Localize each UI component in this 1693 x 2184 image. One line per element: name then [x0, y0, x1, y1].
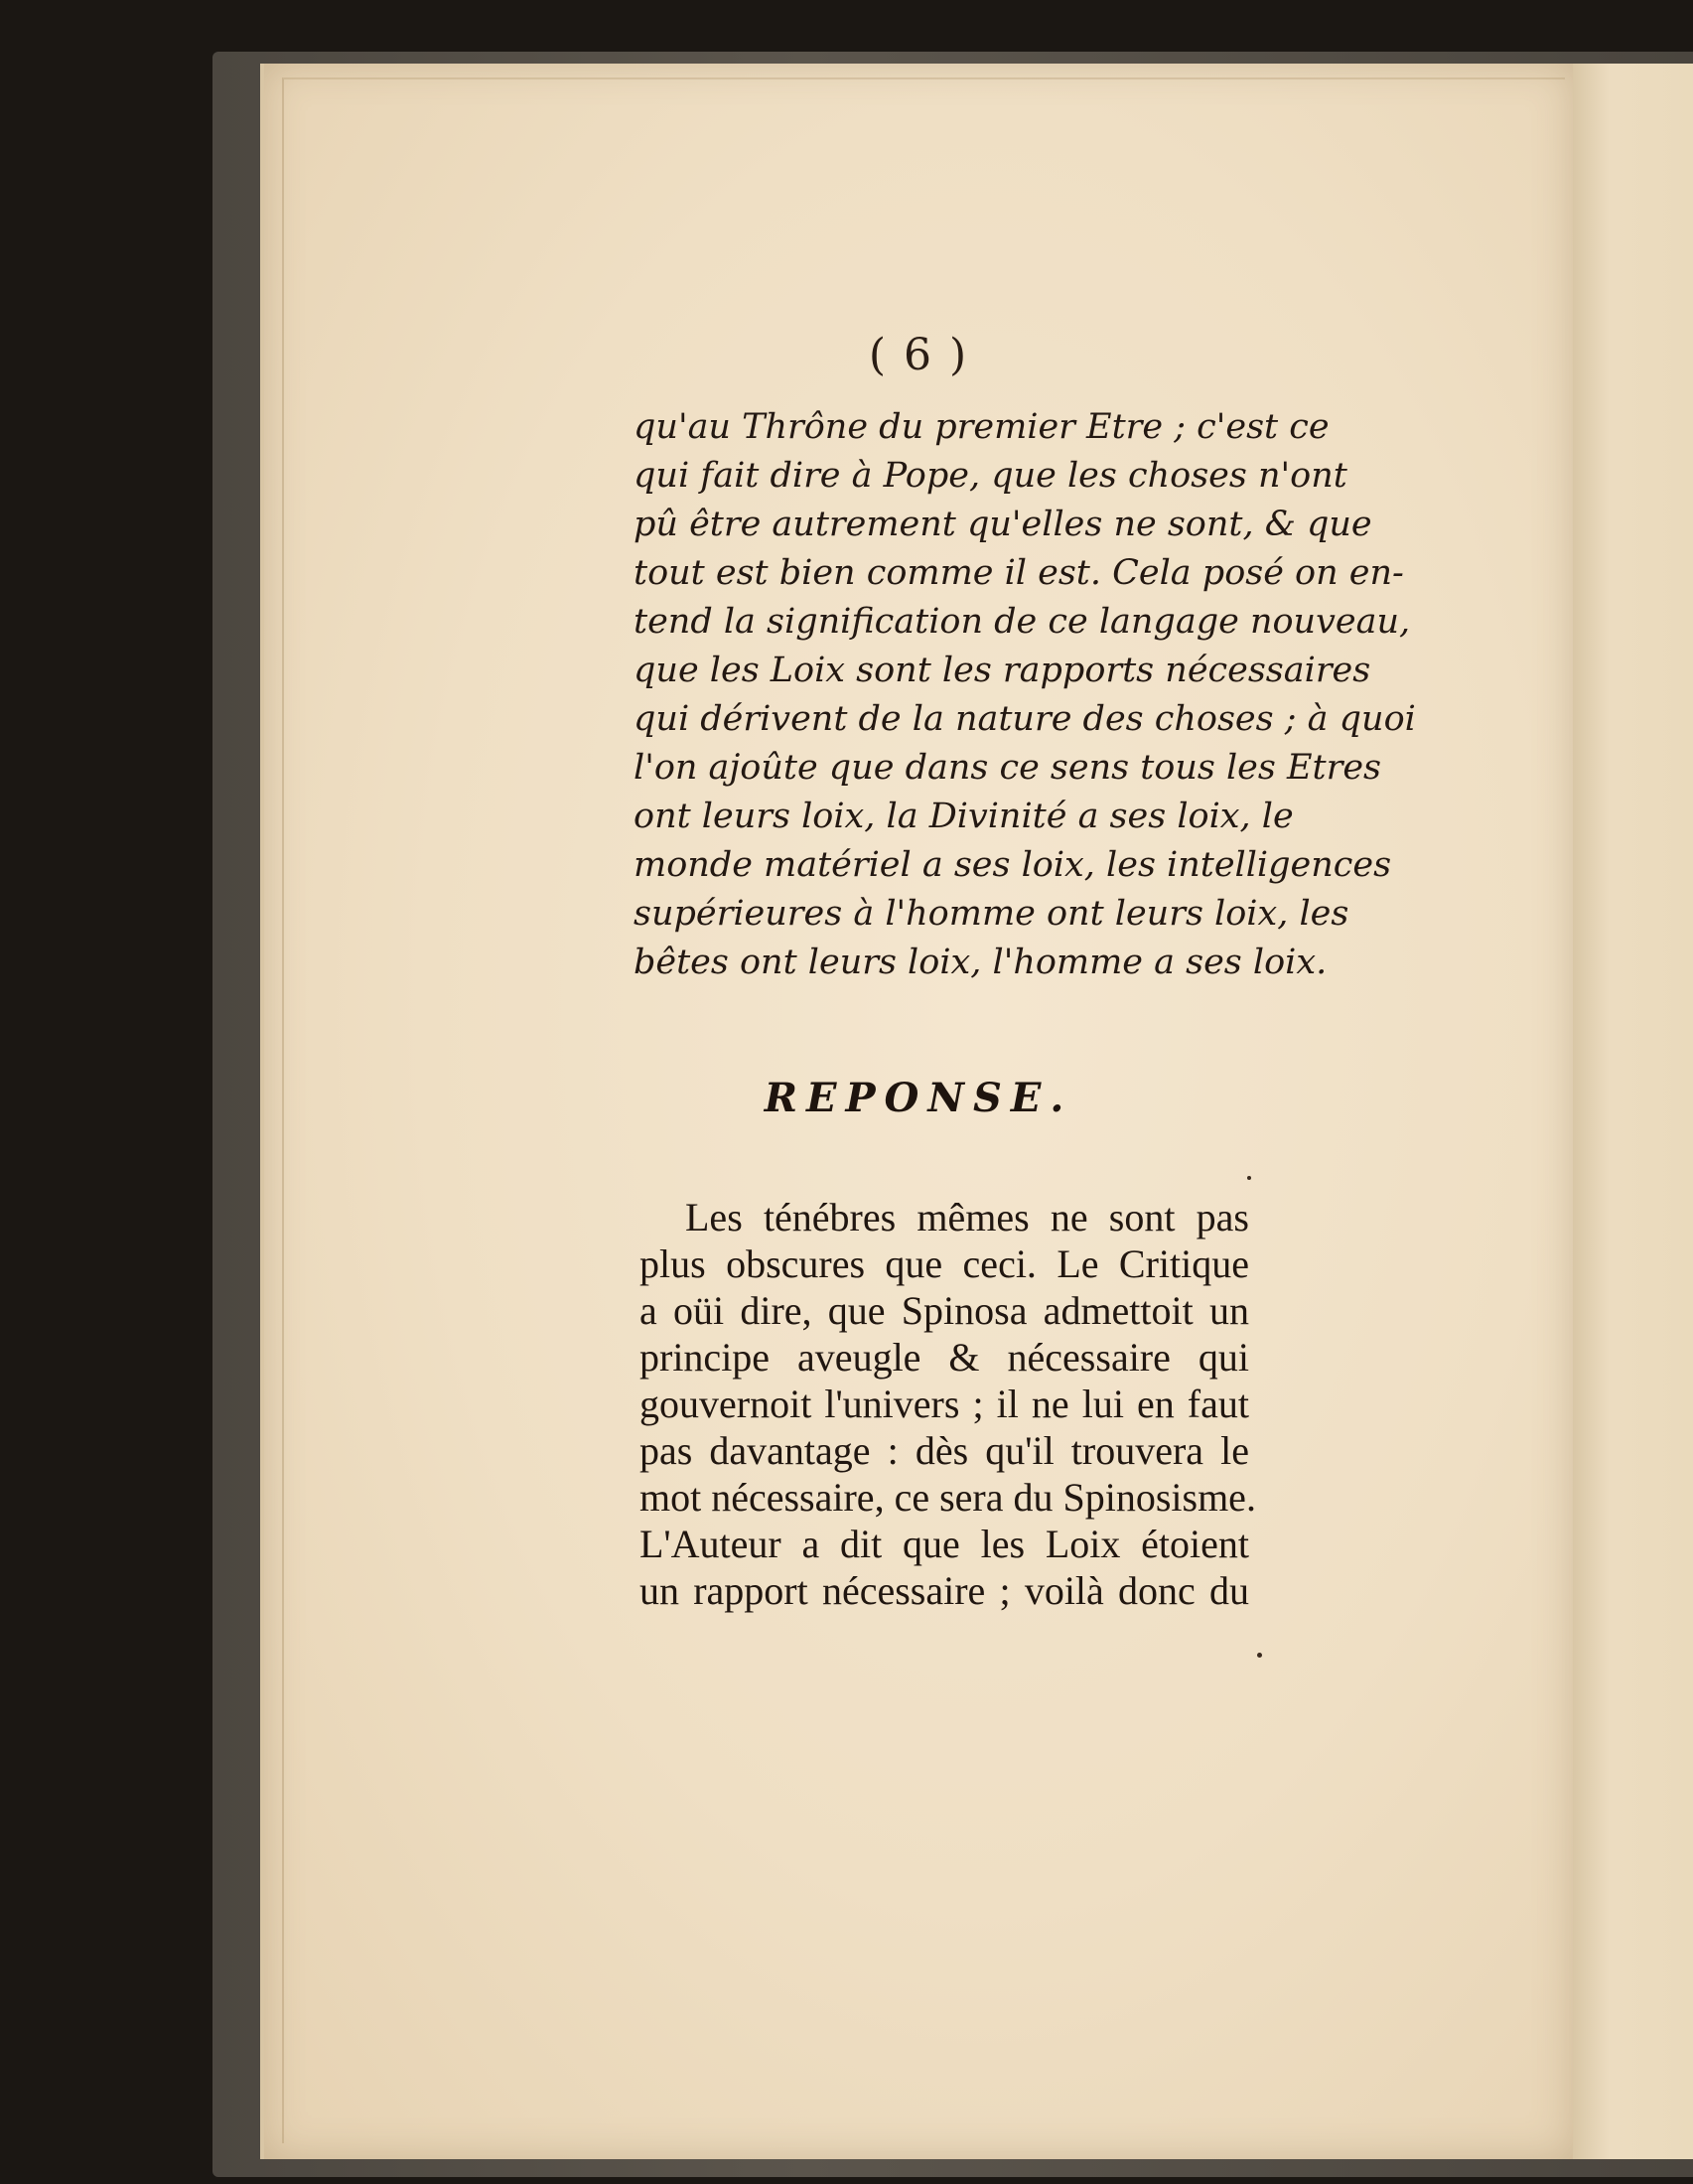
text-line: que les Loix sont les rapports nécessaires: [634, 651, 1371, 690]
ink-speck: [1247, 1176, 1251, 1180]
book-page: [260, 64, 1573, 2159]
text-line: mot nécessaire, ce sera du Spinosisme.: [639, 1475, 1256, 1520]
text-line: pas davantage : dès qu'il trouvera le: [639, 1428, 1249, 1473]
text-line: gouvernoit l'univers ; il ne lui en faut: [639, 1382, 1249, 1426]
italic-text-block: [634, 403, 1416, 987]
text-line: l'on ajoûte que dans ce sens tous les Etres: [634, 748, 1381, 788]
text-line: qui fait dire à Pope, que les choses n'ont: [634, 456, 1347, 496]
text-line: qui dérivent de la nature des choses ; à quoi: [634, 699, 1416, 739]
text-line: tout est bien comme il est. Cela posé on en-: [634, 553, 1404, 593]
text-line: supérieures à l'homme ont leurs loix, les: [634, 894, 1349, 934]
text-line: principe aveugle & nécessaire qui: [639, 1335, 1249, 1380]
text-line: Les ténébres mêmes ne sont pas: [685, 1195, 1249, 1239]
text-line: tend la signification de ce langage nouveau,: [634, 602, 1411, 642]
text-line: pû être autrement qu'elles ne sont, & que: [634, 505, 1372, 544]
ink-speck: [1257, 1653, 1262, 1658]
facing-page-edge: [1571, 64, 1693, 2159]
text-line: un rapport nécessaire ; voilà donc du: [639, 1568, 1249, 1613]
text-line: qu'au Thrône du premier Etre ; c'est ce: [634, 407, 1330, 447]
text-line: bêtes ont leurs loix, l'homme a ses loix.: [634, 943, 1328, 982]
text-line: plus obscures que ceci. Le Critique: [639, 1241, 1249, 1286]
page-number: ( 6 ): [868, 330, 969, 380]
section-heading: REPONSE.: [764, 1075, 1073, 1121]
text-line: a oüi dire, que Spinosa admettoit un: [639, 1288, 1249, 1333]
text-line: ont leurs loix, la Divinité a ses loix, le: [634, 797, 1294, 836]
roman-text-block: [639, 1194, 1256, 1614]
text-line: L'Auteur a dit que les Loix étoient: [639, 1522, 1249, 1566]
text-line: monde matériel a ses loix, les intelligences: [634, 845, 1392, 885]
